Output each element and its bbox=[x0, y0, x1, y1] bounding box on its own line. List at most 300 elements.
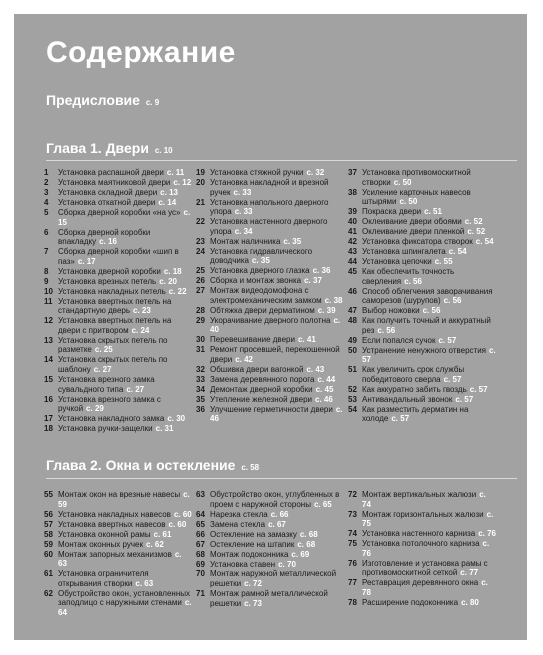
toc-entry bbox=[196, 335, 344, 345]
toc-entry bbox=[196, 385, 344, 395]
toc-entry-text bbox=[210, 550, 344, 560]
toc-entry-text bbox=[362, 237, 496, 247]
toc-entry bbox=[196, 530, 344, 540]
chapter-2-title: Глава 2. Окна и остекление bbox=[46, 457, 236, 473]
toc-entry-title: Установка откатной двери bbox=[58, 197, 156, 207]
toc-entry-number: 62 bbox=[44, 588, 53, 598]
toc-entry bbox=[44, 247, 192, 266]
toc-entry-page-ref: с. 57 bbox=[469, 384, 488, 394]
toc-entry-title: Усиление карточных навесов штырями bbox=[362, 187, 471, 207]
toc-entry bbox=[348, 510, 496, 529]
toc-entry bbox=[44, 550, 192, 569]
toc-entry bbox=[44, 287, 192, 297]
toc-entry-text bbox=[210, 520, 344, 530]
toc-entry-page-ref: с. 36 bbox=[312, 266, 331, 276]
toc-entry bbox=[348, 168, 496, 187]
toc-entry-number: 4 bbox=[44, 197, 49, 207]
chapter-1-column-1 bbox=[44, 168, 192, 434]
toc-entry-text bbox=[362, 365, 496, 384]
toc-entry-number: 32 bbox=[196, 364, 205, 374]
toc-entry-number: 77 bbox=[348, 578, 357, 588]
toc-entry bbox=[348, 539, 496, 558]
toc-entry-text bbox=[362, 405, 496, 424]
toc-entry-number: 20 bbox=[196, 177, 205, 187]
toc-entry-number: 64 bbox=[196, 509, 205, 519]
toc-entry-number: 23 bbox=[196, 236, 205, 246]
toc-entry-title: Демонтаж дверной коробки bbox=[210, 384, 313, 394]
toc-entry-text bbox=[58, 490, 192, 509]
toc-entry-page-ref: с. 35 bbox=[283, 236, 302, 246]
toc-entry-page-ref: с. 62 bbox=[146, 539, 164, 549]
toc-entry bbox=[348, 287, 496, 306]
toc-entry-text bbox=[210, 306, 344, 316]
toc-entry bbox=[348, 306, 496, 316]
toc-entry bbox=[44, 228, 192, 247]
toc-entry-text bbox=[210, 365, 344, 375]
toc-entry-page-ref: с. 76 bbox=[478, 529, 496, 539]
toc-entry-text bbox=[58, 277, 192, 287]
toc-entry-title: Как аккуратно забить гвоздь bbox=[362, 384, 467, 394]
toc-entry bbox=[44, 414, 192, 424]
toc-entry-title: Установка накладных петель bbox=[58, 286, 166, 296]
toc-entry-page-ref: с. 16 bbox=[99, 237, 117, 247]
toc-entry-number: 60 bbox=[44, 549, 53, 559]
toc-entry bbox=[196, 266, 344, 276]
toc-entry-text bbox=[210, 375, 344, 385]
toc-entry-number: 76 bbox=[348, 558, 357, 568]
toc-entry-title: Установка стяжной ручки bbox=[210, 168, 304, 177]
chapter-1-page-ref: с. 10 bbox=[154, 146, 173, 155]
toc-entry-page-ref: с. 51 bbox=[424, 207, 442, 217]
toc-entry bbox=[44, 336, 192, 355]
toc-entry-text bbox=[210, 530, 344, 540]
toc-entry-title: Монтаж вертикальных жалюзи bbox=[362, 490, 477, 499]
toc-entry-text bbox=[210, 316, 344, 335]
toc-entry bbox=[44, 510, 192, 520]
toc-entry-title: Установка настенного дверного упора bbox=[210, 217, 328, 236]
toc-entry-text bbox=[362, 385, 496, 395]
toc-entry-number: 11 bbox=[44, 296, 53, 306]
toc-entry-number: 44 bbox=[348, 257, 357, 267]
toc-entry-page-ref: с. 22 bbox=[168, 286, 187, 296]
toc-entry bbox=[348, 598, 496, 608]
toc-entry-number: 39 bbox=[348, 207, 357, 217]
toc-entry-number: 35 bbox=[196, 394, 205, 404]
toc-entry bbox=[44, 395, 192, 414]
toc-entry-title: Установка ручки-защелки bbox=[58, 424, 153, 434]
chapter-1-column-2 bbox=[196, 168, 344, 424]
toc-entry-page-ref: с. 42 bbox=[235, 354, 253, 364]
toc-entry-page-ref: с. 37 bbox=[304, 276, 322, 286]
toc-entry-title: Расширение подоконника bbox=[362, 597, 459, 607]
preface-label: Предисловие bbox=[46, 92, 140, 108]
toc-entry-number: 31 bbox=[196, 345, 205, 355]
toc-entry-text bbox=[210, 168, 344, 178]
toc-entry-page-ref: с. 68 bbox=[297, 539, 316, 549]
toc-entry bbox=[196, 168, 344, 178]
toc-entry-text bbox=[362, 247, 496, 257]
toc-entry-number: 25 bbox=[196, 266, 205, 276]
toc-entry-page-ref: с. 20 bbox=[159, 276, 177, 286]
toc-entry-number: 47 bbox=[348, 306, 357, 316]
toc-entry-number: 61 bbox=[44, 569, 53, 579]
toc-entry-title: Установка противомоскитной створки bbox=[362, 168, 471, 187]
toc-entry-page-ref: с. 12 bbox=[173, 177, 192, 187]
toc-entry-text bbox=[362, 306, 496, 316]
toc-entry-page-ref: с. 29 bbox=[86, 404, 104, 414]
toc-entry bbox=[44, 168, 192, 178]
toc-entry bbox=[44, 589, 192, 618]
toc-entry-title: Установка складной двери bbox=[58, 187, 158, 197]
toc-entry bbox=[196, 247, 344, 266]
toc-entry-page-ref: с. 67 bbox=[268, 519, 286, 529]
preface-heading bbox=[46, 92, 159, 108]
chapter-2-heading bbox=[46, 457, 259, 473]
toc-entry bbox=[196, 490, 344, 509]
toc-entry-page-ref: с. 65 bbox=[313, 499, 332, 509]
toc-entry bbox=[196, 316, 344, 335]
toc-entry-title: Установка скрытых петель по шаблону bbox=[58, 355, 168, 374]
toc-entry-title: Монтаж подоконника bbox=[210, 549, 289, 559]
toc-entry-page-ref: с. 78 bbox=[362, 578, 488, 597]
toc-entry-number: 24 bbox=[196, 246, 205, 256]
toc-entry-page-ref: с. 72 bbox=[244, 579, 262, 589]
page-title: Содержание bbox=[46, 36, 236, 69]
toc-entry-text bbox=[58, 550, 192, 569]
toc-entry-number: 7 bbox=[44, 247, 49, 257]
toc-entry-title: Монтаж наружной металлической решетки bbox=[210, 569, 337, 589]
toc-entry-title: Установка напольного дверного упора bbox=[210, 197, 329, 217]
toc-entry-title: Если попался сучок bbox=[362, 335, 436, 345]
toc-entry-title: Установка гидравлического доводчика bbox=[210, 246, 313, 266]
toc-entry-page-ref: с. 33 bbox=[233, 187, 252, 197]
toc-entry-title: Сборка и монтаж звонка bbox=[210, 276, 302, 286]
toc-entry-title: Перевешивание двери bbox=[210, 335, 295, 345]
toc-entry-number: 72 bbox=[348, 490, 357, 499]
toc-entry-title: Оклеивание двери пленкой bbox=[362, 227, 465, 237]
toc-entry bbox=[348, 559, 496, 578]
toc-entry-text bbox=[58, 520, 192, 530]
toc-entry-text bbox=[362, 316, 496, 335]
toc-entry bbox=[196, 217, 344, 236]
toc-entry bbox=[44, 297, 192, 316]
contents-page bbox=[14, 14, 527, 640]
toc-entry-number: 34 bbox=[196, 384, 205, 394]
toc-entry-text bbox=[58, 316, 192, 335]
toc-entry-number: 52 bbox=[348, 384, 357, 394]
toc-entry-page-ref: с. 46 bbox=[315, 394, 333, 404]
toc-entry-number: 16 bbox=[44, 394, 53, 404]
toc-entry bbox=[44, 198, 192, 208]
toc-entry-title: Установка цепочки bbox=[362, 257, 432, 267]
toc-entry-page-ref: с. 68 bbox=[299, 529, 318, 539]
toc-entry-number: 36 bbox=[196, 404, 205, 414]
toc-entry-title: Установка ввертных петель на двери с притвором bbox=[58, 316, 172, 335]
toc-entry-title: Покраска двери bbox=[362, 207, 422, 217]
toc-entry-title: Установка врезных петель bbox=[58, 276, 157, 286]
toc-entry bbox=[196, 178, 344, 197]
toc-entry-page-ref: с. 59 bbox=[58, 490, 190, 509]
toc-entry-page-ref: с. 11 bbox=[166, 168, 185, 177]
toc-entry-page-ref: с. 75 bbox=[362, 509, 494, 529]
toc-entry-title: Обтяжка двери дерматином bbox=[210, 305, 315, 315]
toc-entry-text bbox=[362, 539, 496, 558]
toc-entry-page-ref: с. 73 bbox=[244, 598, 262, 608]
toc-entry bbox=[44, 208, 192, 227]
toc-entry-number: 33 bbox=[196, 374, 205, 384]
toc-entry-text bbox=[58, 395, 192, 414]
toc-entry-text bbox=[362, 346, 496, 365]
toc-entry bbox=[196, 375, 344, 385]
toc-entry bbox=[348, 395, 496, 405]
toc-entry-page-ref: с. 40 bbox=[210, 315, 341, 335]
toc-entry-number: 5 bbox=[44, 207, 49, 217]
toc-entry-number: 3 bbox=[44, 187, 49, 197]
toc-entry bbox=[196, 550, 344, 560]
toc-entry-number: 69 bbox=[196, 559, 205, 569]
toc-entry-title: Как разместить дерматин на холоде bbox=[362, 404, 469, 424]
toc-entry-page-ref: с. 25 bbox=[94, 345, 113, 355]
toc-entry-number: 57 bbox=[44, 519, 53, 529]
toc-entry-title: Монтаж рамной металлической решетки bbox=[210, 589, 328, 608]
chapter-2-page-ref: с. 58 bbox=[241, 463, 260, 472]
toc-entry-title: Установка накладных навесов bbox=[58, 509, 171, 519]
toc-entry-page-ref: с. 32 bbox=[306, 168, 325, 177]
toc-entry bbox=[44, 569, 192, 588]
toc-entry-text bbox=[362, 227, 496, 237]
toc-entry-number: 13 bbox=[44, 335, 53, 345]
toc-entry-title: Замена стекла bbox=[210, 519, 266, 529]
toc-entry bbox=[196, 569, 344, 588]
toc-entry-title: Остекление на замазку bbox=[210, 529, 297, 539]
toc-entry-title: Ремонт просевшей, перекошенной двери bbox=[210, 345, 340, 364]
toc-entry-number: 66 bbox=[196, 529, 205, 539]
toc-entry bbox=[44, 520, 192, 530]
toc-entry-text bbox=[58, 287, 192, 297]
chapter-2-column-1 bbox=[44, 490, 192, 618]
toc-entry-page-ref: с. 77 bbox=[460, 568, 479, 578]
toc-entry-title: Установка врезного замка с ручкой bbox=[58, 394, 161, 414]
toc-entry bbox=[196, 198, 344, 217]
toc-entry-title: Как получить точный и аккуратный рез bbox=[362, 316, 491, 335]
toc-entry-page-ref: с. 56 bbox=[404, 276, 422, 286]
toc-entry bbox=[44, 375, 192, 394]
toc-entry-page-ref: с. 50 bbox=[393, 177, 412, 187]
toc-entry-text bbox=[58, 589, 192, 618]
toc-entry-page-ref: с. 60 bbox=[168, 519, 187, 529]
toc-entry-page-ref: с. 33 bbox=[234, 207, 253, 217]
toc-entry-text bbox=[210, 217, 344, 236]
toc-entry-number: 68 bbox=[196, 549, 205, 559]
toc-entry-page-ref: с. 50 bbox=[399, 197, 418, 207]
toc-entry-page-ref: с. 45 bbox=[315, 384, 334, 394]
toc-entry-number: 29 bbox=[196, 315, 205, 325]
toc-entry-title: Замена деревянного порога bbox=[210, 374, 315, 384]
toc-entry-title: Установка дверной коробки bbox=[58, 266, 161, 276]
toc-entry-text bbox=[210, 247, 344, 266]
preface-page-ref: с. 9 bbox=[145, 98, 160, 107]
toc-entry bbox=[196, 395, 344, 405]
toc-entry bbox=[44, 540, 192, 550]
toc-entry bbox=[196, 237, 344, 247]
toc-entry-number: 21 bbox=[196, 197, 205, 207]
toc-entry-title: Установка распашной двери bbox=[58, 168, 164, 177]
toc-entry-text bbox=[210, 345, 344, 364]
chapter-1-column-3 bbox=[348, 168, 496, 424]
toc-entry-page-ref: с. 56 bbox=[377, 325, 396, 335]
toc-entry-number: 49 bbox=[348, 335, 357, 345]
toc-entry-page-ref: с. 14 bbox=[158, 197, 177, 207]
toc-entry-title: Способ облегчения заворачивания саморезов (шурупов) bbox=[362, 286, 493, 306]
toc-entry-page-ref: с. 18 bbox=[163, 266, 182, 276]
toc-entry bbox=[348, 385, 496, 395]
toc-entry-number: 67 bbox=[196, 539, 205, 549]
toc-entry-page-ref: с. 24 bbox=[131, 325, 150, 335]
toc-entry-number: 1 bbox=[44, 168, 49, 177]
toc-entry-title: Монтаж горизонтальных жалюзи bbox=[362, 509, 484, 519]
toc-entry bbox=[196, 540, 344, 550]
toc-entry-number: 48 bbox=[348, 316, 357, 326]
toc-entry bbox=[44, 424, 192, 434]
toc-entry bbox=[348, 346, 496, 365]
toc-entry-title: Улучшение герметичности двери bbox=[210, 404, 333, 414]
toc-entry bbox=[44, 316, 192, 335]
toc-entry-text bbox=[210, 178, 344, 197]
toc-entry bbox=[196, 589, 344, 608]
toc-entry-number: 22 bbox=[196, 217, 205, 227]
toc-entry bbox=[44, 188, 192, 198]
toc-entry-page-ref: с. 74 bbox=[362, 490, 486, 509]
toc-entry-page-ref: с. 61 bbox=[153, 529, 172, 539]
toc-entry bbox=[196, 306, 344, 316]
toc-entry-title: Установка накладной и врезной ручек bbox=[210, 177, 329, 197]
toc-entry-number: 2 bbox=[44, 177, 49, 187]
toc-entry-number: 71 bbox=[196, 589, 205, 599]
toc-entry-text bbox=[58, 247, 192, 266]
toc-entry-page-ref: с. 76 bbox=[362, 539, 490, 558]
toc-entry-page-ref: с. 46 bbox=[210, 404, 343, 424]
toc-entry-page-ref: с. 27 bbox=[93, 364, 112, 374]
toc-entry-number: 19 bbox=[196, 168, 205, 177]
toc-entry-text bbox=[210, 490, 344, 509]
toc-entry-text bbox=[210, 286, 344, 305]
toc-entry-text bbox=[210, 589, 344, 608]
toc-entry-number: 78 bbox=[348, 597, 357, 607]
toc-entry-text bbox=[210, 395, 344, 405]
toc-entry bbox=[348, 227, 496, 237]
toc-entry-page-ref: с. 17 bbox=[77, 256, 96, 266]
toc-entry-text bbox=[210, 266, 344, 276]
toc-entry-page-ref: с. 57 bbox=[443, 374, 462, 384]
toc-entry bbox=[348, 336, 496, 346]
toc-entry-page-ref: с. 54 bbox=[448, 247, 467, 257]
toc-entry-page-ref: с. 57 bbox=[362, 345, 496, 365]
toc-entry-number: 55 bbox=[44, 490, 53, 499]
chapter-2-column-3 bbox=[348, 490, 496, 608]
toc-entry-text bbox=[362, 287, 496, 306]
toc-entry-page-ref: с. 69 bbox=[291, 549, 310, 559]
toc-entry bbox=[196, 276, 344, 286]
toc-entry-title: Установка шпингалета bbox=[362, 247, 446, 257]
toc-entry-page-ref: с. 55 bbox=[434, 257, 453, 267]
chapter-1-title: Глава 1. Двери bbox=[46, 140, 149, 156]
toc-entry-page-ref: с. 31 bbox=[155, 424, 174, 434]
toc-entry bbox=[44, 267, 192, 277]
toc-entry bbox=[348, 490, 496, 509]
toc-entry-text bbox=[210, 510, 344, 520]
toc-entry-text bbox=[362, 529, 496, 539]
toc-entry-text bbox=[362, 578, 496, 597]
toc-entry-number: 27 bbox=[196, 286, 205, 296]
toc-entry bbox=[196, 286, 344, 305]
toc-entry-number: 6 bbox=[44, 227, 49, 237]
toc-entry-number: 70 bbox=[196, 569, 205, 579]
toc-entry-text bbox=[58, 414, 192, 424]
toc-entry-number: 26 bbox=[196, 276, 205, 286]
toc-entry-text bbox=[362, 395, 496, 405]
toc-entry-title: Сборка дверной коробки «на ус» bbox=[58, 207, 181, 217]
toc-entry-number: 75 bbox=[348, 539, 357, 549]
toc-entry-title: Установка настенного карниза bbox=[362, 529, 476, 539]
toc-entry-number: 54 bbox=[348, 404, 357, 414]
toc-entry bbox=[348, 267, 496, 286]
toc-entry bbox=[348, 405, 496, 424]
toc-entry-number: 51 bbox=[348, 365, 357, 375]
toc-entry-text bbox=[58, 355, 192, 374]
toc-entry-number: 15 bbox=[44, 374, 53, 384]
toc-entry-number: 17 bbox=[44, 414, 53, 424]
toc-entry-text bbox=[58, 297, 192, 316]
toc-entry-title: Обустройство окон, установленных заподлицо с наружными стенами bbox=[58, 588, 190, 608]
toc-entry-number: 42 bbox=[348, 237, 357, 247]
toc-entry bbox=[348, 529, 496, 539]
toc-entry bbox=[44, 277, 192, 287]
toc-entry-page-ref: с. 27 bbox=[126, 384, 145, 394]
toc-entry-page-ref: с. 63 bbox=[135, 578, 154, 588]
toc-entry-page-ref: с. 57 bbox=[391, 414, 410, 424]
toc-entry-page-ref: с. 57 bbox=[455, 394, 474, 404]
toc-entry-title: Установка врезного замка сувальдного типа bbox=[58, 374, 155, 394]
toc-entry-text bbox=[58, 188, 192, 198]
toc-entry-title: Установка потолочного карниза bbox=[362, 539, 480, 549]
toc-entry-title: Установка накладного замка bbox=[58, 414, 165, 424]
toc-entry-number: 43 bbox=[348, 247, 357, 257]
toc-entry-text bbox=[210, 335, 344, 345]
toc-entry-title: Обшивка двери вагонкой bbox=[210, 364, 304, 374]
toc-entry-page-ref: с. 13 bbox=[160, 187, 178, 197]
toc-entry-title: Устранение ненужного отверстия bbox=[362, 345, 487, 355]
toc-entry-number: 28 bbox=[196, 305, 205, 315]
toc-entry-number: 59 bbox=[44, 539, 53, 549]
toc-entry-text bbox=[58, 424, 192, 434]
toc-entry-title: Установка ввертных навесов bbox=[58, 519, 166, 529]
toc-entry-text bbox=[362, 217, 496, 227]
toc-entry-title: Установка маятниковой двери bbox=[58, 177, 171, 187]
toc-entry-text bbox=[58, 530, 192, 540]
toc-entry-number: 30 bbox=[196, 335, 205, 345]
chapter-1-heading bbox=[46, 140, 173, 156]
toc-entry-number: 8 bbox=[44, 266, 49, 276]
toc-entry-page-ref: с. 23 bbox=[133, 306, 151, 316]
toc-entry bbox=[44, 355, 192, 374]
toc-entry bbox=[348, 237, 496, 247]
toc-entry-title: Монтаж окон на врезные навесы bbox=[58, 490, 181, 499]
toc-entry-page-ref: с. 66 bbox=[270, 509, 289, 519]
toc-entry bbox=[196, 510, 344, 520]
toc-entry-title: Установка ограничителя открывания створки bbox=[58, 569, 149, 588]
toc-entry-page-ref: с. 54 bbox=[475, 237, 494, 247]
toc-entry bbox=[348, 207, 496, 217]
